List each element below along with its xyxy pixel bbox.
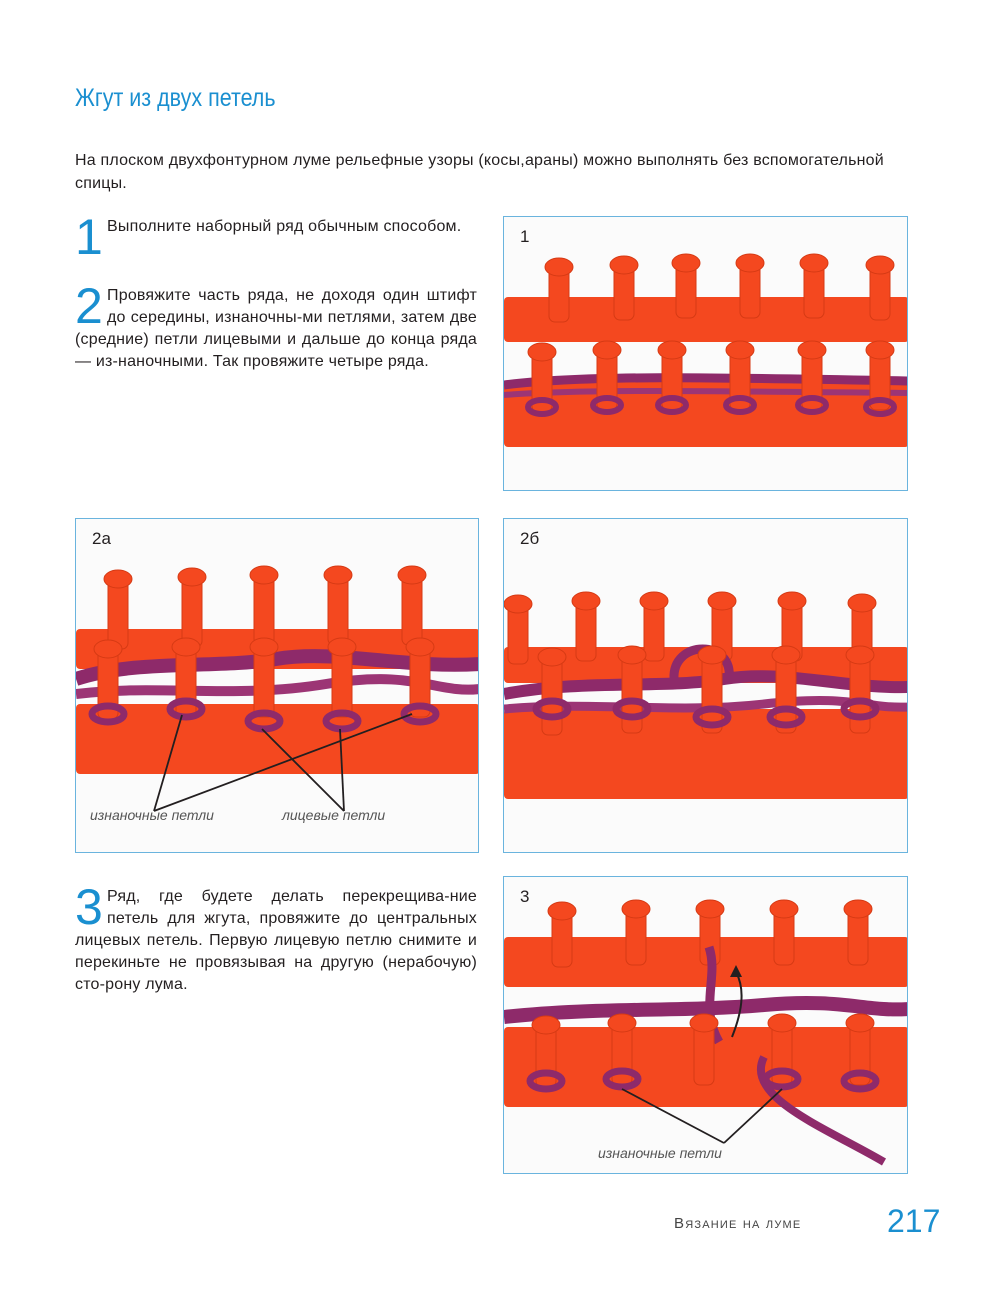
loom-illustration (76, 519, 479, 853)
caption-knit-loops: лицевые петли (282, 807, 386, 823)
loom-illustration (504, 877, 908, 1174)
photo-label: 1 (520, 227, 530, 246)
page-title: Жгут из двух петель (75, 84, 276, 112)
photo-step-2a (75, 518, 479, 853)
footer-section-title: Вязание на луме (674, 1215, 802, 1232)
photo-step-1 (503, 216, 908, 491)
intro-paragraph: На плоском двухфонтурном луме рельефные узоры (косы,араны) можно выполнять без вспомогательной спицы. (75, 152, 884, 192)
caption-purl-loops: изнаночные петли (90, 807, 214, 823)
step-number: 2 (75, 278, 104, 334)
photo-label: 2a (92, 529, 111, 548)
photo-step-3 (503, 876, 908, 1174)
caption-purl-loops: изнаночные петли (598, 1145, 722, 1161)
page-number: 217 (887, 1203, 941, 1239)
step-3 (75, 879, 477, 996)
step-number: 3 (75, 879, 104, 935)
step-2 (75, 278, 477, 373)
step-number: 1 (75, 209, 104, 265)
step-text: Ряд, где будете делать перекрещива-ние петель для жгута, провяжите до центральных лицевых петель. Первую лицевую петлю снимите и перекиньте не провязывая на другую (нерабочую) сто-рону лума. (75, 888, 477, 993)
loom-illustration (504, 519, 908, 853)
step-text: Выполните наборный ряд обычным способом. (107, 218, 462, 235)
photo-label: 2б (520, 529, 540, 548)
photo-step-2b (503, 518, 908, 853)
step-text: Провяжите часть ряда, не доходя один штифт до середины, изнаночны-ми петлями, затем две (средние) петли лицевыми и дальше до конца ряда — из-наночными. Так провяжите четыре ряда. (75, 287, 477, 370)
photo-label: 3 (520, 887, 530, 906)
step-1 (75, 209, 475, 265)
loom-illustration (504, 217, 908, 491)
